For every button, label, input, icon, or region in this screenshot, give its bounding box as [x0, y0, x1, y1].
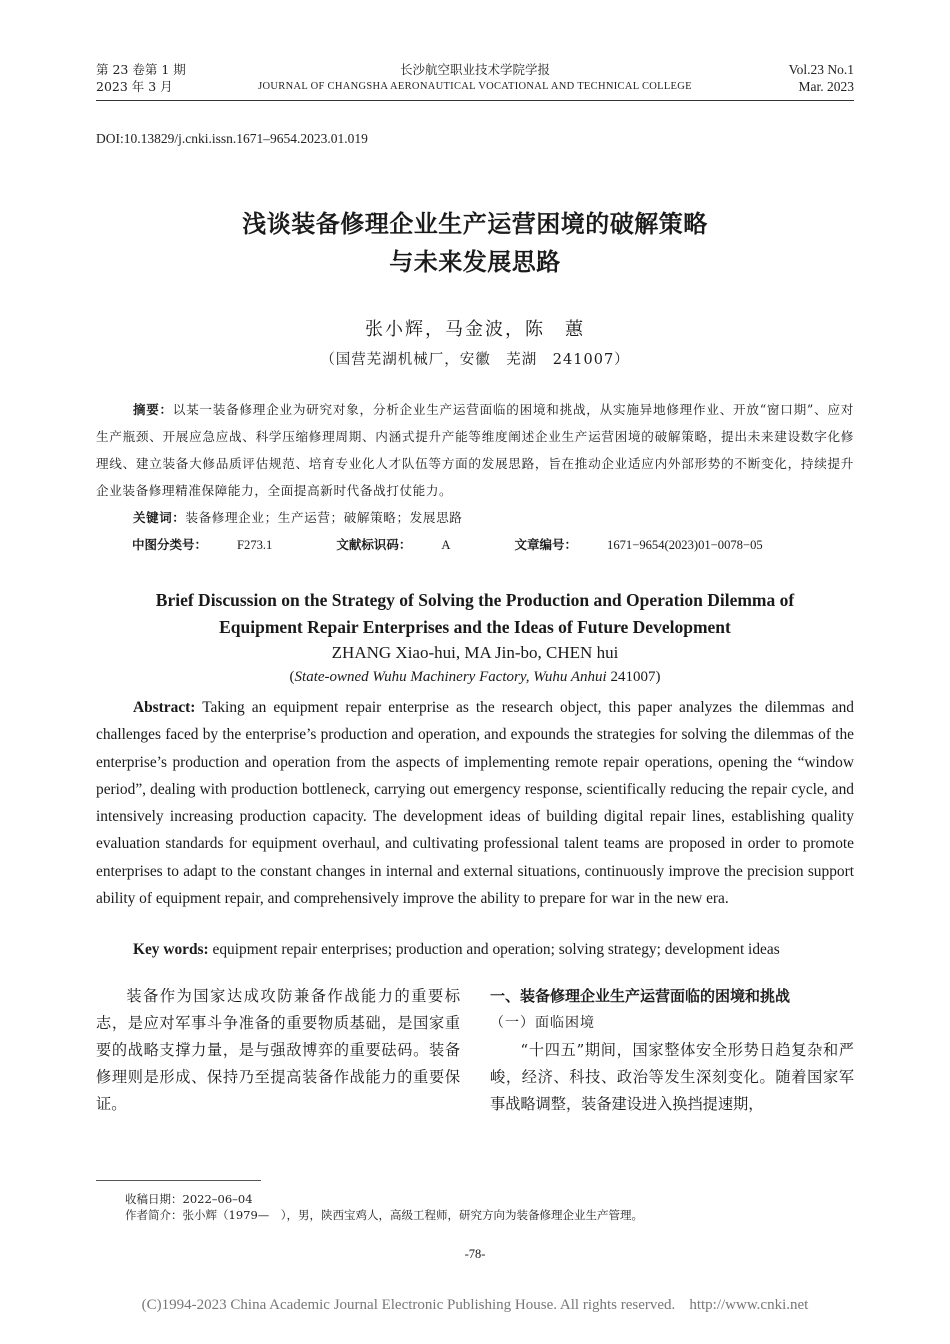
- doc-code-value: A: [441, 538, 451, 552]
- footnote-author-bio: 作者简介：张小辉（1979— ），男，陕西宝鸡人，高级工程师，研究方向为装备修理企业生产管理。: [125, 1208, 644, 1222]
- copyright-text: (C)1994-2023 China Academic Journal Electronic Publishing House. All rights reserved.: [141, 1297, 676, 1313]
- header-date: 2023 年 3 月: [96, 79, 173, 94]
- header-month-year: Mar. 2023: [798, 79, 854, 94]
- keywords-en-text: equipment repair enterprises; production and operation; solving strategy; development ideas: [212, 941, 780, 958]
- page-number: -78-: [464, 1247, 486, 1261]
- authors-cn: 张小辉，马金波，陈 蕙: [365, 319, 585, 340]
- cnki-link[interactable]: http://www.cnki.net: [689, 1297, 809, 1313]
- doc-code-label: 文献标识码：: [336, 537, 412, 552]
- header-vol-no: Vol.23 No.1: [788, 62, 854, 77]
- keywords-cn: [133, 504, 853, 531]
- subsection-1-heading: （一）面临困境: [490, 1015, 595, 1031]
- abstract-en: [96, 694, 854, 912]
- title-en-line2: Equipment Repair Enterprises and the Ideas of Future Development: [219, 617, 731, 637]
- title-cn-line1: 浅谈装备修理企业生产运营困境的破解策略: [242, 209, 708, 238]
- journal-name-en: JOURNAL OF CHANGSHA AERONAUTICAL VOCATIONAL AND TECHNICAL COLLEGE: [258, 81, 692, 92]
- article-title-cn: [0, 205, 950, 281]
- article-no-label: 文章编号：: [514, 537, 578, 552]
- abstract-en-label: Abstract:: [133, 699, 196, 716]
- doi[interactable]: DOI:10.13829/j.cnki.issn.1671–9654.2023.01.019: [96, 131, 368, 146]
- keywords-cn-text: 装备修理企业；生产运营；破解策略；发展思路: [185, 510, 463, 525]
- body-right-column: [490, 983, 854, 1118]
- journal-name-cn: 长沙航空职业技术学院学报: [399, 62, 550, 77]
- header-volume-issue: 第 23 卷第 1 期: [96, 62, 186, 77]
- intro-paragraph: 装备作为国家达成攻防兼备作战能力的重要标志，是应对军事斗争准备的重要物质基础，是国家重要的战略支撑力量，是与强敌博弈的重要砝码。装备修理则是形成、保持乃至提高装备作战能力的重要保证。: [96, 987, 460, 1113]
- clc-label: 中图分类号：: [132, 537, 208, 552]
- abstract-cn: [96, 396, 854, 504]
- article-title-en: [0, 587, 950, 641]
- header-volume-en: [789, 61, 854, 95]
- title-en-line1: Brief Discussion on the Strategy of Solving the Production and Operation Dilemma of: [155, 590, 795, 610]
- section-1-paragraph: “十四五”期间，国家整体安全形势日趋复杂和严峻，经济、科技、政治等发生深刻变化。随着国家军事战略调整，装备建设进入换挡提速期，: [490, 1041, 854, 1113]
- keywords-cn-label: 关键词：: [133, 510, 186, 525]
- article-no-value: 1671−9654(2023)01−0078−05: [607, 538, 763, 552]
- affiliation-en-code: 241007: [610, 669, 656, 685]
- affiliation-en: (State-owned Wuhu Machinery Factory, Wuhu Anhui 241007): [289, 669, 661, 685]
- abstract-cn-label: 摘要：: [133, 402, 173, 417]
- classification-row: [132, 535, 823, 553]
- footnote-block: [125, 1191, 643, 1223]
- section-1-heading: 一、装备修理企业生产运营面临的困境和挑战: [490, 987, 791, 1005]
- keywords-en-label: Key words:: [133, 941, 209, 958]
- header-rule: [96, 100, 854, 101]
- affiliation-cn: （国营芜湖机械厂，安徽 芜湖 241007）: [320, 352, 630, 368]
- clc-value: F273.1: [237, 538, 273, 552]
- footnote-received: 收稿日期：2022–06–04: [125, 1192, 253, 1206]
- copyright-line: [0, 1297, 950, 1314]
- footnote-rule: [96, 1180, 261, 1181]
- body-left-column: [96, 983, 460, 1118]
- abstract-en-text: Taking an equipment repair enterprise as the research object, this paper analyzes the dilemmas and challenges faced by the enterprise’s production and operation, and expounds the strategies for solving the dilemmas of the enterprise’s production and operation from the aspects of implementing remote repair operations, opening the “window period”, dealing with production bottleneck, carrying out emergency response, scientifically reducing the repair cycle, and intensively increasing production capacity. The development ideas of building digital repair lines, establishing quality evaluation standards for equipment overhaul, and cultivating professional talent teams are proposed in order to promote enterprises to adapt to the constant changes in internal and external situations, continuously improve the precision support ability of equipment repair, and comprehensively improve the ability to prepare for war in the new era.: [96, 699, 854, 908]
- authors-en: ZHANG Xiao-hui, MA Jin-bo, CHEN hui: [331, 643, 619, 662]
- affiliation-en-org: State-owned Wuhu Machinery Factory, Wuhu Anhui: [294, 669, 607, 685]
- keywords-en: [133, 941, 780, 959]
- title-cn-line2: 与未来发展思路: [389, 247, 561, 276]
- abstract-cn-text: 以某一装备修理企业为研究对象，分析企业生产运营面临的困境和挑战，从实施异地修理作业、开放“窗口期”、应对生产瓶颈、开展应急应战、科学压缩修理周期、内涵式提升产能等维度阐述企业生产运营困境的破解策略，提出未来建设数字化修理线、建立装备大修品质评估规范、培育专业化人才队伍等方面的发展思路，旨在推动企业适应内外部形势的不断变化，持续提升企业装备修理精准保障能力，全面提高新时代备战打仗能力。: [96, 402, 854, 498]
